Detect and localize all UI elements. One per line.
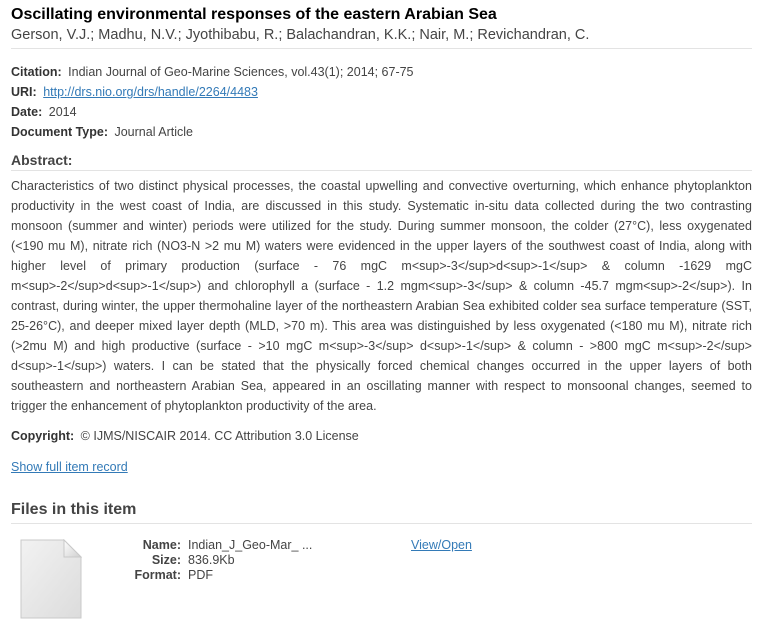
- abstract-text: Characteristics of two distinct physical processes, the coastal upwelling and convective overturning, which enhance phytoplankton productivity in the west coast of India, are discussed in this study. Systematic in-situ data collected during the two contrasting monsoon (summer and winter) periods were utilized for the study. During summer monsoon, the colder (27°C), less oxygenated (<190 mu M), nitrate rich (NO3-N >2 mu M) waters were evidenced in the upper layers of the southwest coast of India, along with higher level of primary production (surface - 76 mgC m<sup>-3</sup>d<sup>-1</sup> & column -1629 mgC m<sup>-2</sup>d<sup>-1</sup>) and chlorophyll a (surface - 1.2 mgm<sup>-3</sup> & column -45.7 mgm<sup>-2</sup>). In contrast, during winter, the upper thermohaline layer of the northeastern Arabian Sea exhibited colder sea surface temperature (SST, 25-26°C), and deeper mixed layer depth (MLD, >70 m). This area was distinguished by less oxygenated (<180 mu M), nitrate rich (>2mu M) and high productive (surface - >10 mgC m<sup>-3</sup> d<sup>-1</sup> & column - >800 mgC m<sup>-2</sup> d<sup>-1</sup>) waters. I can be stated that the physically forced chemical changes occurred in the upper layers of both southeastern and northeastern Arabian Sea, appeared in an oscillating manner with respect to monsoonal changes, seemed to trigger the enhancement of phytoplankton productivity of the area.: [11, 179, 752, 413]
- item-title: Oscillating environmental responses of the eastern Arabian Sea: [11, 6, 497, 23]
- copyright-value: © IJMS/NISCAIR 2014. CC Attribution 3.0 License: [80, 429, 359, 443]
- uri-link[interactable]: http://drs.nio.org/drs/handle/2264/4483: [43, 85, 258, 99]
- doctype-row: [11, 122, 752, 142]
- item-authors: Gerson, V.J.; Madhu, N.V.; Jyothibabu, R.; Balachandran, K.K.; Nair, M.; Revichandran, C.: [11, 25, 752, 49]
- file-properties: [133, 538, 312, 583]
- file-thumbnail-graphic: [20, 539, 82, 619]
- generic-file-icon[interactable]: [20, 539, 82, 619]
- file-name-row: [133, 538, 312, 553]
- file-format-label: Format:: [134, 568, 181, 582]
- uri-row: [11, 82, 752, 102]
- file-size-row: [133, 553, 312, 568]
- date-label: Date:: [11, 105, 43, 119]
- item-page: [11, 5, 752, 631]
- citation-label: Citation:: [11, 65, 62, 79]
- citation-row: [11, 62, 752, 82]
- files-heading: Files in this item: [11, 500, 752, 524]
- file-size-label: Size:: [151, 553, 181, 567]
- copyright-row: [11, 426, 752, 446]
- date-value: 2014: [48, 105, 77, 119]
- doctype-label: Document Type:: [11, 125, 108, 139]
- copyright-label: Copyright:: [11, 429, 75, 443]
- show-full-record-link[interactable]: Show full item record: [11, 460, 128, 474]
- item-metadata: [11, 62, 752, 142]
- citation-value: Indian Journal of Geo-Marine Sciences, vol.43(1); 2014; 67-75: [68, 65, 414, 79]
- file-name-label: Name:: [142, 538, 181, 552]
- view-open-link[interactable]: View/Open: [411, 538, 472, 552]
- doctype-value: Journal Article: [114, 125, 193, 139]
- uri-label: URI:: [11, 85, 37, 99]
- date-row: [11, 102, 752, 122]
- file-name-value: Indian_J_Geo-Mar_ ...: [188, 538, 313, 552]
- file-format-value: PDF: [188, 568, 213, 582]
- file-size-value: 836.9Kb: [188, 553, 235, 567]
- abstract-heading: Abstract:: [11, 151, 752, 171]
- file-format-row: [133, 568, 312, 583]
